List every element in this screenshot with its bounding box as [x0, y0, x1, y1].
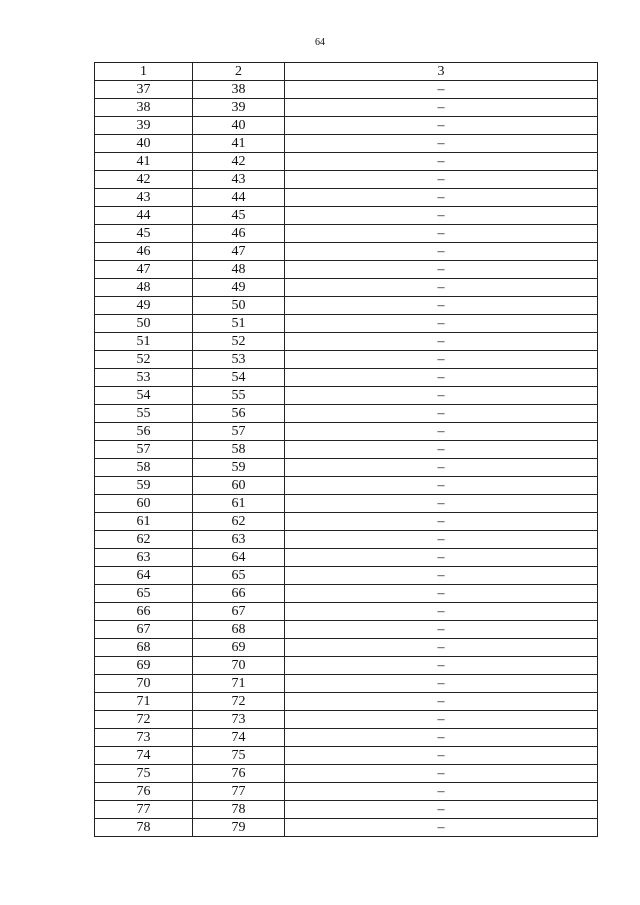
- table-row: [95, 621, 598, 639]
- table-cell-col-2: 62: [193, 513, 285, 531]
- table-row: [95, 225, 598, 243]
- table-cell-col-2: 60: [193, 477, 285, 495]
- table-cell-col-2: 78: [193, 801, 285, 819]
- table-row: [95, 333, 598, 351]
- data-table: [94, 62, 598, 837]
- table-cell-col-2: 66: [193, 585, 285, 603]
- table-cell-col-1: 59: [95, 477, 193, 495]
- table-cell-col-1: 76: [95, 783, 193, 801]
- table-cell-col-1: 57: [95, 441, 193, 459]
- table-cell-col-1: 68: [95, 639, 193, 657]
- table-row: [95, 405, 598, 423]
- table-cell-col-1: 49: [95, 297, 193, 315]
- table-row: [95, 567, 598, 585]
- table-row: [95, 153, 598, 171]
- table-cell-col-2: 48: [193, 261, 285, 279]
- table-cell-col-3: –: [285, 765, 598, 783]
- table-row: [95, 459, 598, 477]
- table-cell-col-1: 56: [95, 423, 193, 441]
- table-cell-col-3: –: [285, 531, 598, 549]
- table-cell-col-3: –: [285, 621, 598, 639]
- table-cell-col-1: 78: [95, 819, 193, 837]
- table-cell-col-3: –: [285, 297, 598, 315]
- table-cell-col-2: 55: [193, 387, 285, 405]
- table-cell-col-2: 63: [193, 531, 285, 549]
- table-cell-col-3: –: [285, 441, 598, 459]
- table-cell-col-3: –: [285, 369, 598, 387]
- table-cell-col-3: –: [285, 675, 598, 693]
- table-cell-col-3: –: [285, 495, 598, 513]
- table-cell-col-1: 52: [95, 351, 193, 369]
- table-cell-col-2: 38: [193, 81, 285, 99]
- header-row: [95, 63, 598, 81]
- table-cell-col-3: –: [285, 801, 598, 819]
- table-cell-col-2: 43: [193, 171, 285, 189]
- table-cell-col-3: –: [285, 459, 598, 477]
- table-header: [95, 63, 598, 81]
- table-cell-col-3: –: [285, 261, 598, 279]
- table-cell-col-1: 50: [95, 315, 193, 333]
- table-row: [95, 135, 598, 153]
- table-cell-col-3: –: [285, 783, 598, 801]
- table-row: [95, 387, 598, 405]
- table-row: [95, 747, 598, 765]
- table-row: [95, 711, 598, 729]
- table-row: [95, 639, 598, 657]
- table-cell-col-2: 54: [193, 369, 285, 387]
- table-cell-col-3: –: [285, 135, 598, 153]
- table-row: [95, 369, 598, 387]
- table-cell-col-2: 68: [193, 621, 285, 639]
- table-row: [95, 819, 598, 837]
- table-row: [95, 351, 598, 369]
- table-cell-col-1: 41: [95, 153, 193, 171]
- table-cell-col-3: –: [285, 153, 598, 171]
- column-header-3: 3: [285, 63, 598, 81]
- table-cell-col-2: 67: [193, 603, 285, 621]
- table-cell-col-3: –: [285, 315, 598, 333]
- table-row: [95, 549, 598, 567]
- table-row: [95, 531, 598, 549]
- table-cell-col-2: 79: [193, 819, 285, 837]
- table-row: [95, 261, 598, 279]
- table-cell-col-1: 62: [95, 531, 193, 549]
- table-cell-col-2: 75: [193, 747, 285, 765]
- table-cell-col-2: 39: [193, 99, 285, 117]
- table-cell-col-2: 53: [193, 351, 285, 369]
- table-cell-col-3: –: [285, 279, 598, 297]
- table-row: [95, 243, 598, 261]
- table-cell-col-3: –: [285, 207, 598, 225]
- table-cell-col-1: 71: [95, 693, 193, 711]
- table-row: [95, 657, 598, 675]
- table-cell-col-3: –: [285, 549, 598, 567]
- table-cell-col-3: –: [285, 405, 598, 423]
- table-cell-col-1: 51: [95, 333, 193, 351]
- table-cell-col-2: 69: [193, 639, 285, 657]
- table-cell-col-1: 66: [95, 603, 193, 621]
- table-cell-col-2: 49: [193, 279, 285, 297]
- table-row: [95, 693, 598, 711]
- page-number: 64: [315, 37, 325, 48]
- table-row: [95, 279, 598, 297]
- table-cell-col-2: 40: [193, 117, 285, 135]
- table-cell-col-3: –: [285, 747, 598, 765]
- table-cell-col-3: –: [285, 477, 598, 495]
- table-cell-col-1: 39: [95, 117, 193, 135]
- table-cell-col-1: 47: [95, 261, 193, 279]
- table-cell-col-1: 77: [95, 801, 193, 819]
- table-cell-col-2: 44: [193, 189, 285, 207]
- table-cell-col-3: –: [285, 693, 598, 711]
- table-row: [95, 99, 598, 117]
- table-cell-col-1: 54: [95, 387, 193, 405]
- table-cell-col-2: 50: [193, 297, 285, 315]
- table-cell-col-3: –: [285, 729, 598, 747]
- table-cell-col-1: 53: [95, 369, 193, 387]
- table-body: [95, 81, 598, 837]
- table-cell-col-1: 37: [95, 81, 193, 99]
- table-cell-col-3: –: [285, 333, 598, 351]
- table-cell-col-3: –: [285, 81, 598, 99]
- table-cell-col-1: 60: [95, 495, 193, 513]
- table-cell-col-3: –: [285, 513, 598, 531]
- table-row: [95, 315, 598, 333]
- table-cell-col-2: 77: [193, 783, 285, 801]
- table-cell-col-1: 67: [95, 621, 193, 639]
- table-cell-col-2: 70: [193, 657, 285, 675]
- table-cell-col-1: 44: [95, 207, 193, 225]
- table-cell-col-1: 61: [95, 513, 193, 531]
- table-row: [95, 765, 598, 783]
- table-row: [95, 441, 598, 459]
- table-cell-col-3: –: [285, 351, 598, 369]
- table-cell-col-1: 42: [95, 171, 193, 189]
- table-cell-col-1: 43: [95, 189, 193, 207]
- table-cell-col-3: –: [285, 819, 598, 837]
- table-row: [95, 117, 598, 135]
- table-row: [95, 603, 598, 621]
- table-cell-col-2: 74: [193, 729, 285, 747]
- table-cell-col-2: 52: [193, 333, 285, 351]
- table-cell-col-3: –: [285, 711, 598, 729]
- table-cell-col-2: 59: [193, 459, 285, 477]
- table-cell-col-1: 64: [95, 567, 193, 585]
- table-row: [95, 783, 598, 801]
- table-cell-col-3: –: [285, 99, 598, 117]
- table-cell-col-1: 75: [95, 765, 193, 783]
- table-cell-col-1: 72: [95, 711, 193, 729]
- table-cell-col-2: 72: [193, 693, 285, 711]
- table-cell-col-3: –: [285, 189, 598, 207]
- table-row: [95, 297, 598, 315]
- table-cell-col-1: 74: [95, 747, 193, 765]
- table-cell-col-2: 42: [193, 153, 285, 171]
- table-cell-col-2: 58: [193, 441, 285, 459]
- table-cell-col-3: –: [285, 117, 598, 135]
- table-row: [95, 729, 598, 747]
- table-cell-col-2: 46: [193, 225, 285, 243]
- column-header-2: 2: [193, 63, 285, 81]
- table-cell-col-2: 47: [193, 243, 285, 261]
- table-row: [95, 801, 598, 819]
- table-cell-col-1: 65: [95, 585, 193, 603]
- column-header-1: 1: [95, 63, 193, 81]
- table-row: [95, 513, 598, 531]
- table-cell-col-3: –: [285, 567, 598, 585]
- table-cell-col-2: 45: [193, 207, 285, 225]
- table-cell-col-3: –: [285, 639, 598, 657]
- table-cell-col-1: 40: [95, 135, 193, 153]
- table-cell-col-1: 63: [95, 549, 193, 567]
- table-row: [95, 81, 598, 99]
- table-cell-col-3: –: [285, 603, 598, 621]
- table-row: [95, 585, 598, 603]
- table-cell-col-3: –: [285, 657, 598, 675]
- table-cell-col-1: 48: [95, 279, 193, 297]
- table-cell-col-1: 55: [95, 405, 193, 423]
- table-cell-col-2: 51: [193, 315, 285, 333]
- table-row: [95, 675, 598, 693]
- table-row: [95, 189, 598, 207]
- table-cell-col-2: 73: [193, 711, 285, 729]
- table-cell-col-2: 56: [193, 405, 285, 423]
- table-row: [95, 207, 598, 225]
- table-row: [95, 477, 598, 495]
- table-cell-col-1: 73: [95, 729, 193, 747]
- table-row: [95, 495, 598, 513]
- table-cell-col-1: 58: [95, 459, 193, 477]
- table-row: [95, 171, 598, 189]
- table-cell-col-1: 69: [95, 657, 193, 675]
- table-cell-col-3: –: [285, 225, 598, 243]
- table-cell-col-3: –: [285, 243, 598, 261]
- table-cell-col-2: 65: [193, 567, 285, 585]
- table-cell-col-3: –: [285, 423, 598, 441]
- table-cell-col-1: 46: [95, 243, 193, 261]
- table-cell-col-3: –: [285, 585, 598, 603]
- table-cell-col-2: 57: [193, 423, 285, 441]
- table-cell-col-2: 61: [193, 495, 285, 513]
- table-cell-col-2: 71: [193, 675, 285, 693]
- table-cell-col-2: 41: [193, 135, 285, 153]
- table-cell-col-1: 38: [95, 99, 193, 117]
- table-cell-col-1: 70: [95, 675, 193, 693]
- table-cell-col-2: 64: [193, 549, 285, 567]
- table-row: [95, 423, 598, 441]
- table-cell-col-1: 45: [95, 225, 193, 243]
- table-cell-col-3: –: [285, 387, 598, 405]
- table-cell-col-3: –: [285, 171, 598, 189]
- table-cell-col-2: 76: [193, 765, 285, 783]
